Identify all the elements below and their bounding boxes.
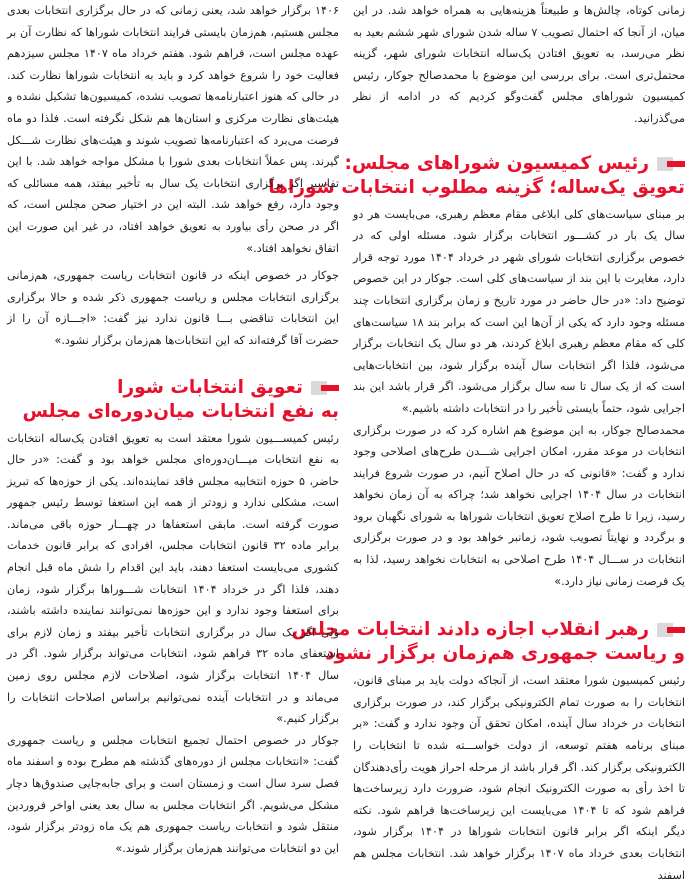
heading-line-2: به نفع انتخابات میان‌دوره‌ای مجلس (22, 400, 339, 422)
heading-line-1: رهبر انقلاب اجازه دادند انتخابات مجلس (291, 619, 649, 641)
left-column (1, 0, 347, 855)
heading-marker-icon (657, 623, 685, 637)
heading-line-1: تعویق انتخابات شورا (117, 376, 303, 398)
heading-line-2: تعویق یک‌ساله؛ گزینه مطلوب انتخابات شوراها (268, 176, 685, 198)
body-paragraph: جوکار در خصوص اینکه در قانون انتخابات ریاست جمهوری، هم‌زمانی برگزاری انتخابات مجلس و ریاست جمهوری ذکر شده و حالا برگزاری این انتخابات تناقضی بـــا قانون ندارد نیز گفت: «اجـــازه آن را از حضرت آقا گرفته‌اند که این انتخابات‌ها هم‌زمان برگزار نشود.» (7, 269, 339, 347)
heading-line-1: رئیس کمیسیون شوراهای مجلس: (344, 152, 649, 174)
body-paragraph: رئیس کمیسیون شورا معتقد است، از آنجاکه دولت باید بر مبنای قانون، انتخابات را به صورت تمام الکترونیکی برگزار کند، در صورت برگزاری انتخابات در خرداد سال آینده، امکان تحقق آن وجود ندارد و گفت: «بر مبنای برنامه هفتم توسعه، از دولت خواســـته شده تا انتخابات را الکترونیکی برگزار کند. اگر قرار باشد از مرحله احراز هویت رأی‌دهندگان تا اخذ رأی به صورت الکترونیک انجام شود، ضرورت دارد زیرساخت‌ها فراهم شود که تا ۱۴۰۴ می‌بایست این زیرساخت‌ها فراهم شود. نکته دیگر اینکه اگر برابر قانون انتخابات شوراها در ۱۴۰۴ برگزار شود، انتخابات بعدی خرداد ماه ۱۴۰۷ برگزار خواهد شد. انتخابات مجلس هم اسفند (353, 674, 686, 882)
heading-line-2: و ریاست جمهوری هم‌زمان برگزار نشود (325, 643, 685, 665)
body-paragraph: جوکار در خصوص احتمال تجمیع انتخابات مجلس و ریاست جمهوری گفت: «انتخابات مجلس از دوره‌های گذشته هم مطرح بوده و اسفند ماه فصل سرد سال است و زمستان است و برای جابه‌جایی صندوق‌ها دچار مشکل می‌شویم. اگر انتخابات مجلس به سال بعد یعنی اواخر فروردین منتقل شود و انتخابات ریاست جمهوری هم یک ماه زودتر برگزار شود، این دو انتخابات می‌توانند هم‌زمان برگزار شوند.» (7, 733, 339, 855)
section-heading-council-commission (268, 152, 685, 200)
body-paragraph: رئیس کمیســـیون شورا معتقد است به تعویق افتادن یک‌ساله انتخابات به نفع انتخابات میـــان‌دوره‌ای مجلس خواهد بود و گفت: «در حال حاضر، ۵ حوزه انتخابیه مجلس فاقد نماینده‌اند. یکی از حوزه‌ها که تبریز است، مشکلی ندارد و زودتر از همه این استعفا توسط رئیس جمهور صورت گرفته است. مابقی استعفاها در چهـــار حوزه باقی می‌ماند. برابر ماده ۳۲ قانون انتخابات مجلس، افرادی که برابر قانون خدمات کشوری می‌بایست استعفا دهند، باید این اقدام را شش ماه قبل انجام دهند، فلذا اگر در خرداد ۱۴۰۴ انتخابات شـــوراها برگزار شود، زمان برای استعفا وجود ندارد و این حوزه‌ها نمی‌توانند نماینده داشته باشند، ولی اگر یک سال در برگزاری انتخابات تأخیر بیفتد و زمان لازم برای استعفای ماده ۳۲ فراهم شود، انتخابات می‌تواند برگزار شود. اگر در سال ۱۴۰۴ انتخابات برگزار شود، اصلاحات لازم مجلس روی زمین می‌ماند و در انتخابات آینده نمی‌توانیم براساس اصلاحات انتخابات را برگزار کنیم.» (7, 431, 340, 726)
section-heading-postponement (7, 376, 339, 424)
section-heading-leader-permission (291, 618, 685, 666)
intro-paragraph: زمانی کوتاه، چالش‌ها و طبیعتاً هزینه‌هایی به همراه خواهد شد. در این میان، از آنجا که احتمال تصویب ۷ ساله شدن شورای شهر ششم بعید به نظر می‌رسد، به تعویق افتادن یک‌ساله انتخابات شورای شهر، گزینه محتمل‌تری است. برای بررسی این موضوع با محمدصالح جوکار، رئیس کمیسیون شوراهای مجلس گفت‌وگو کردیم که در ادامه از نظر می‌گذرانید. (353, 4, 685, 125)
heading-marker-icon (657, 157, 685, 171)
body-paragraph-continued: ۱۴۰۶ برگزار خواهد شد، یعنی زمانی که در حال برگزاری انتخابات بعدی مجلس هستیم، هم‌زمان بایستی فرایند انتخابات شوراها که نظارت آن بر عهده مجلس است، فراهم شود. هفتم خرداد ماه ۱۴۰۷ مجلس سیزدهم فعالیت خود را شروع خواهد کرد و باید به انتخابات شوراها نظارت کند. در حالی که هنوز اعتبارنامه‌ها تصویب نشده، کمیسیون‌ها تشکیل نشده و هیئت‌های نظارت مرکزی و استان‌ها هم شکل نگرفته است. فلذا دو ماه فرصت می‌برد که اعتبارنامه‌ها تصویب شوند و هیئت‌های نظارت شـــکل گیرند. پس عملاً انتخابات بعدی شورا با مشکل مواجه خواهد شد. با این تفاسیر اگر برگزاری انتخابات یک سال به تأخیر بیفتد، همه مسائلی که وجود دارد، رفع خواهد شد. البته این در اختیار صحن مجلس است، که اگر در صحن رأی بیاورد به تعویق خواهد افتاد، در غیر این صورت این اتفاق نخواهد افتاد.» (7, 4, 339, 255)
right-column (268, 0, 693, 882)
heading-marker-icon (311, 381, 339, 395)
body-paragraph: محمدصالح جوکار، به این موضوع هم اشاره کرد که در صورت برگزاری انتخابات در موعد مقرر، امکان اجرایی شـــدن طرح‌های اصلاحی وجود ندارد و گفت: «قانونی که در حال اصلاح آنیم، در صورت شروع فرایند انتخابات در سال ۱۴۰۴ اجرایی نخواهد شد؛ چراکه به آن زمان نخواهد رسید، زیرا تا طرح اصلاح تعویق انتخابات شوراها به شورای نگهبان برود و برگردد و نهایتاً تصویب شود، زمانبر خواهد بود و در صورت برگزاری انتخابات در ســـال ۱۴۰۴ طرح اصلاحی به انتخابات نخواهد رسید، لذا به یک فرصت زمانی نیاز دارد.» (353, 423, 685, 588)
body-paragraph: بر مبنای سیاست‌های کلی ابلاغی مقام معظم رهبری، می‌بایست هر دو سال یک بار در کشـــور انتخابات برگزار شود. مسئله اولی که در خصوص برگزاری انتخابات شورای شهر در خرداد ۱۴۰۴ مورد توجه قرار دارد، مغایرت با این بند از سیاست‌های کلی است. جوکار در این خصوص توضیح داد: «در حال حاضر در مورد تاریخ و زمان برگزاری انتخابات چند مسئله وجود دارد که یکی از آن‌ها این است که برابر بند ۱۸ سیاست‌های کلی که مقام معظم رهبری ابلاغ کردند، هر دو سال یک انتخابات برگزار می‌شود، فلذا اگر انتخابات سال آینده برگزار شود، بین انتخابات‌هایی است که از یک سال تا سه سال برگزار می‌شود. اگر قرار باشد این بند اجرایی شود، حتماً بایستی تأخیر را در انتخابات داشته باشیم.» (353, 207, 685, 415)
